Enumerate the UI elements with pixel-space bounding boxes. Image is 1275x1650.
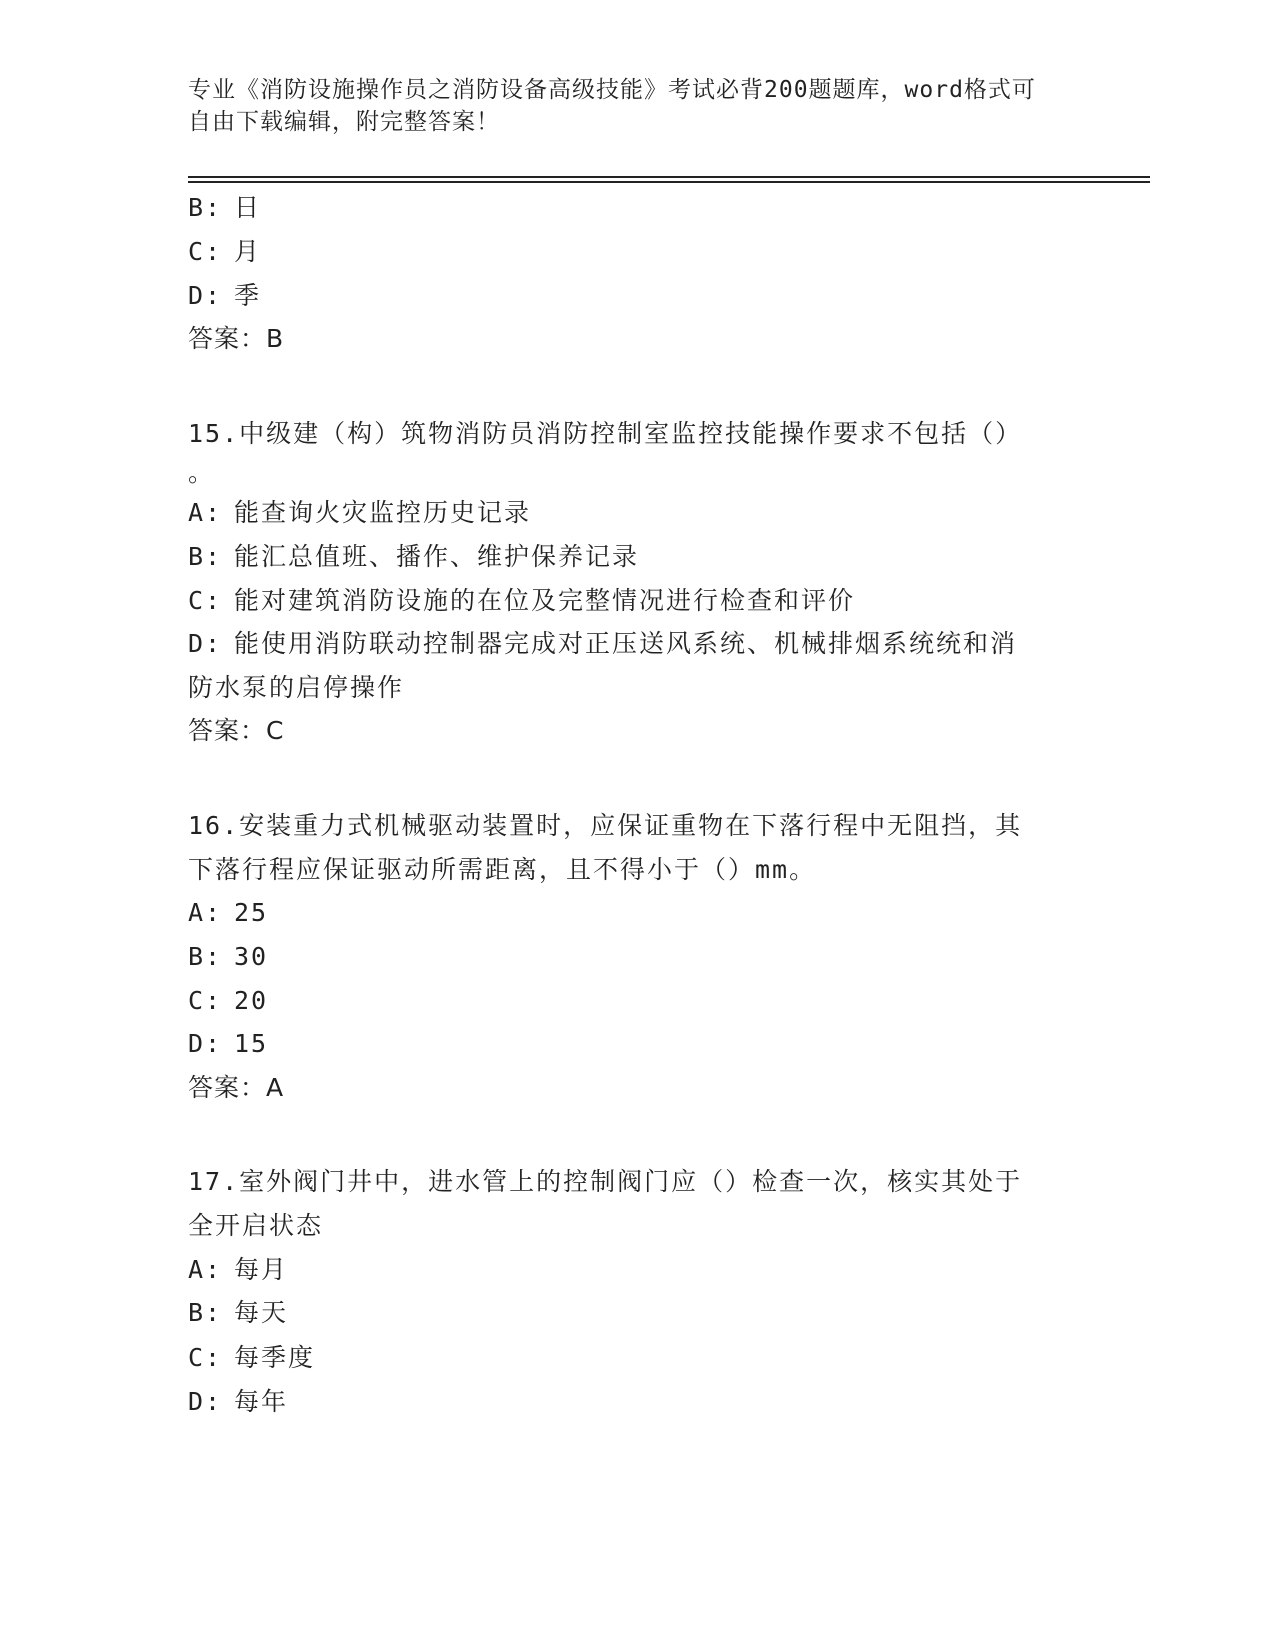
option-text: 每月	[234, 1255, 289, 1284]
q15-answer: 答案：C	[188, 716, 285, 745]
q15-option-d-continued: 防水泵的启停操作	[188, 673, 405, 702]
q17-option-c	[188, 1341, 1088, 1375]
option-text: 月	[234, 237, 262, 266]
option-text: 15	[234, 1029, 269, 1058]
q16-option-d	[188, 1027, 1088, 1061]
option-text: 每季度	[234, 1343, 316, 1372]
q17-option-b	[188, 1296, 1088, 1330]
q17-option-a	[188, 1253, 1088, 1287]
option-label: A:	[188, 1255, 223, 1284]
option-label: B:	[188, 942, 223, 971]
option-text: 能使用消防联动控制器完成对正压送风系统、机械排烟系统统和消	[234, 629, 1018, 658]
q17-stem-line-2: 全开启状态	[188, 1211, 324, 1240]
q15-option-d	[188, 627, 1088, 661]
option-label: D:	[188, 1029, 223, 1058]
q16-stem-line-1: 16.安装重力式机械驱动装置时，应保证重物在下落行程中无阻挡，其	[188, 811, 1023, 840]
option-label: D:	[188, 1387, 223, 1416]
q14-option-b	[188, 191, 1088, 225]
option-label: C:	[188, 237, 223, 266]
q17-option-d	[188, 1385, 1088, 1419]
q14-option-d	[188, 279, 1088, 313]
document-header	[188, 74, 1068, 138]
header-divider-top	[188, 176, 1150, 178]
option-text: 30	[234, 942, 269, 971]
option-label: A:	[188, 898, 223, 927]
option-label: B:	[188, 193, 223, 222]
q15-stem-line-2: 。	[188, 458, 216, 487]
q16-option-c	[188, 984, 1088, 1018]
option-text: 日	[234, 193, 262, 222]
header-line-1: 专业《消防设施操作员之消防设备高级技能》考试必背200题题库，word格式可	[188, 77, 1036, 103]
q15-option-c	[188, 584, 1088, 618]
option-text: 能汇总值班、播作、维护保养记录	[234, 542, 640, 571]
header-divider-bottom	[188, 181, 1150, 183]
option-text: 能查询火灾监控历史记录	[234, 498, 532, 527]
q15-stem-line-1: 15.中级建（构）筑物消防员消防控制室监控技能操作要求不包括（）	[188, 419, 1023, 448]
option-text: 每天	[234, 1298, 289, 1327]
q16-option-a	[188, 896, 1088, 930]
q14-option-c	[188, 235, 1088, 269]
option-label: D:	[188, 281, 223, 310]
option-label: B:	[188, 1298, 223, 1327]
q15-option-b	[188, 540, 1088, 574]
option-label: C:	[188, 986, 223, 1015]
option-label: C:	[188, 1343, 223, 1372]
q16-answer: 答案：A	[188, 1073, 285, 1102]
option-text: 能对建筑消防设施的在位及完整情况进行检查和评价	[234, 586, 856, 615]
option-label: B:	[188, 542, 223, 571]
option-label: D:	[188, 629, 223, 658]
option-text: 季	[234, 281, 262, 310]
header-line-2: 自由下载编辑，附完整答案！	[188, 109, 500, 135]
q17-stem-line-1: 17.室外阀门井中，进水管上的控制阀门应（）检查一次，核实其处于	[188, 1167, 1023, 1196]
q14-answer: 答案：B	[188, 324, 285, 353]
option-label: C:	[188, 586, 223, 615]
q16-option-b	[188, 940, 1088, 974]
option-text: 25	[234, 898, 269, 927]
q15-option-a	[188, 496, 1088, 530]
option-label: A:	[188, 498, 223, 527]
q16-stem-line-2: 下落行程应保证驱动所需距离，且不得小于（）mm。	[188, 855, 817, 884]
option-text: 每年	[234, 1387, 289, 1416]
option-text: 20	[234, 986, 269, 1015]
